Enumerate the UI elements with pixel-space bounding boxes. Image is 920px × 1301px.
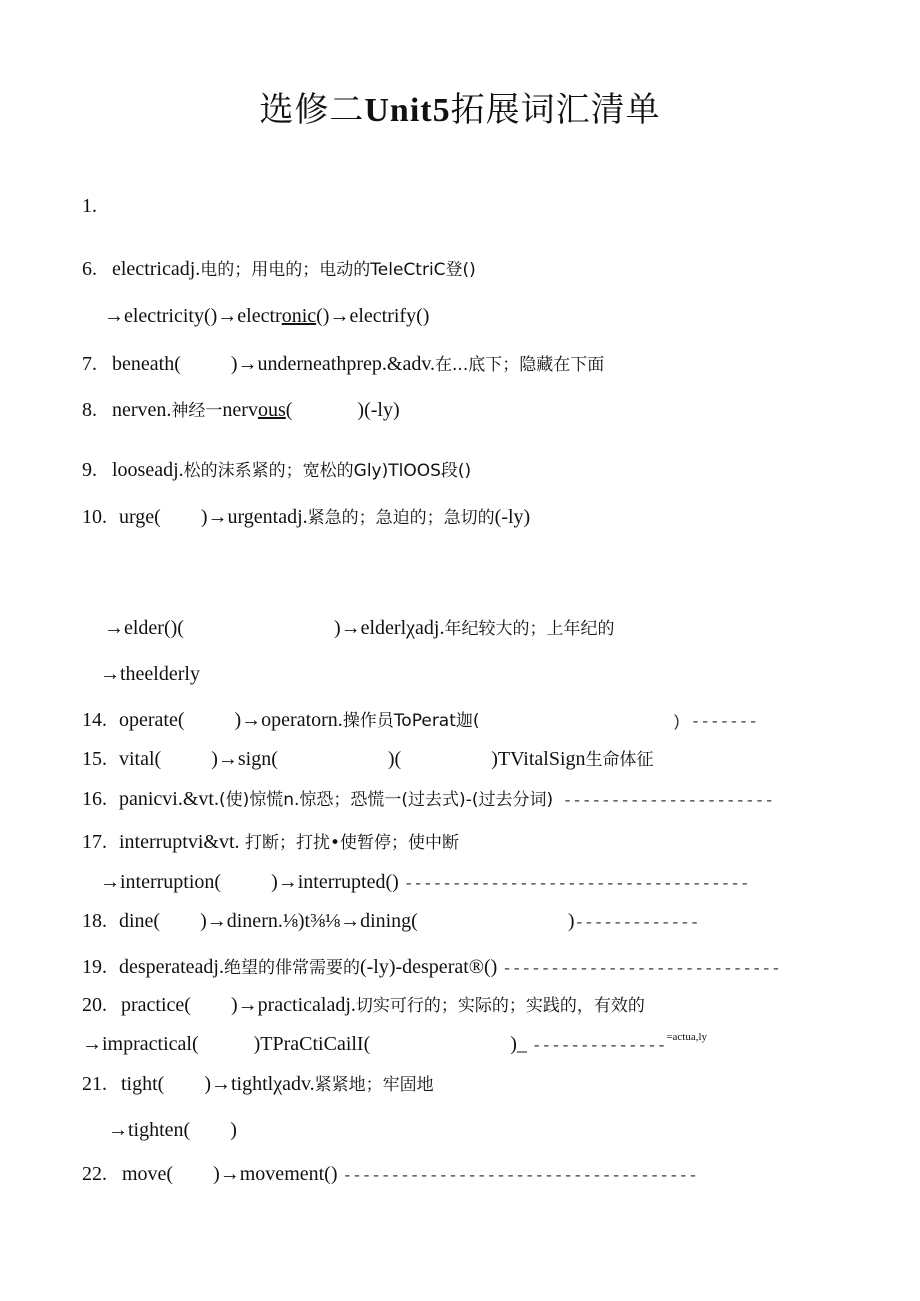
list-item: 21. tight( )→tightlχadv.紧紧地；牢固地 <box>82 1073 434 1095</box>
list-item: 6. electricadj.电的；用电的；电动的TeleCtriC登() <box>82 258 476 280</box>
list-item: 19. desperateadj.绝望的俳常需要的(-ly)-desperat®() ----------------------------- <box>82 956 781 978</box>
list-item: →theelderly <box>100 663 200 685</box>
list-item: 9. looseadj.松的沫系紧的；宽松的Gly)TlOOS段() <box>82 459 472 481</box>
list-item: 1. <box>82 195 97 217</box>
list-item: →tighten( ) <box>108 1119 237 1141</box>
list-item: 20. practice( )→practicaladj.切实可行的；实际的；实践的，有效的 <box>82 994 645 1016</box>
list-item: →elder()( )→elderlχadj.年纪较大的；上年纪的 <box>104 617 615 639</box>
list-item: 15. vital( )→sign( )( )TVitalSign生命体征 <box>82 748 654 770</box>
list-item: 17. interruptvi&vt. 打断；打扰•使暂停；使中断 <box>82 831 459 853</box>
list-item: 22. move( )→movement() ------------------------------------- <box>82 1163 698 1185</box>
page-title: 选修二Unit5拓展词汇清单 <box>259 92 661 129</box>
list-item: →electricity()→electronic()→electrify() <box>104 305 430 327</box>
list-item: 18. dine( )→dinern.⅛)t⅜⅛→dining( )------------- <box>82 910 700 932</box>
list-item: 8. nerven.神经一nervous( )(-ly) <box>82 399 400 421</box>
list-item: →interruption( )→interrupted() ------------------------------------ <box>100 871 750 893</box>
list-item: 16. panicvi.&vt.(使)惊慌n.惊恐；恐慌一(过去式)-(过去分词) ---------------------- <box>82 788 774 810</box>
list-item: 10. urge( )→urgentadj.紧急的；急迫的；急切的(-ly) <box>82 506 531 528</box>
list-item: →impractical( )TPraCtiCailI( )_ --------------$^{=actua,ly}$ <box>82 1031 708 1055</box>
list-item: 14. operate( )→operatorn.操作员ToPerat迦( ) ------- <box>82 709 758 731</box>
list-item: 7. beneath( )→underneathprep.&adv.在...底下；隐藏在下面 <box>82 353 605 375</box>
